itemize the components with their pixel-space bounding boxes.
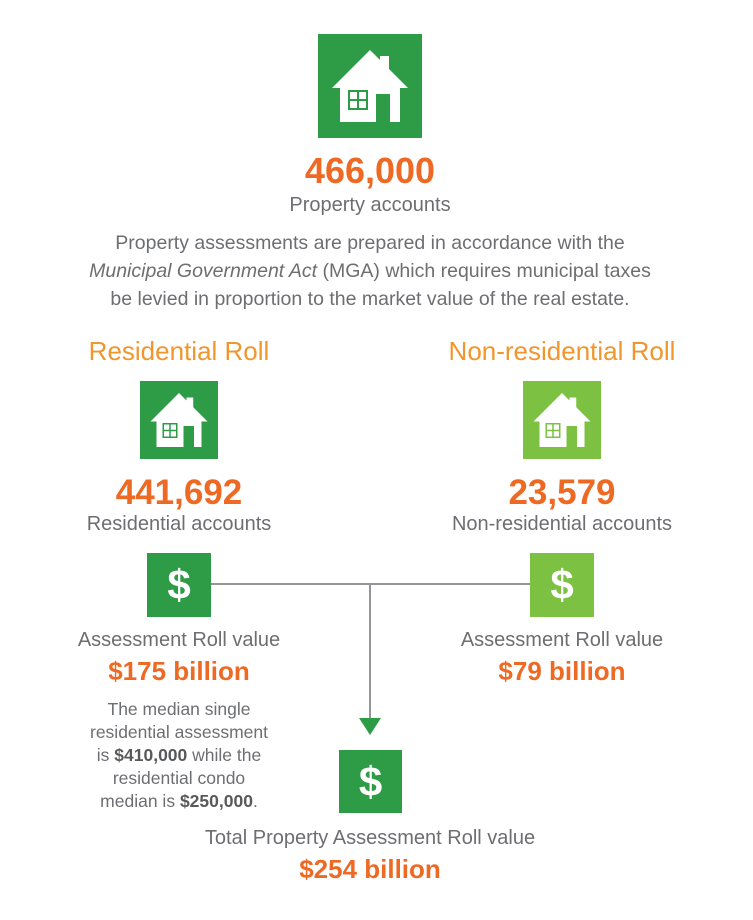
median-note-text: median is [100,791,180,811]
residential-roll-value: $175 billion [108,656,250,686]
residential-accounts-label: Residential accounts [86,513,272,535]
intro-paragraph [10,229,730,313]
median-note-text: is [96,745,115,765]
dollar-glyph: $ [167,561,191,608]
total-roll-value: $254 billion [299,854,441,884]
dollar-icon [339,750,402,813]
dollar-icon [147,553,211,617]
dollar-glyph: $ [358,758,383,805]
total-property-count: 466,000 [304,150,436,191]
non-residential-roll-label: Assessment Roll value [460,629,664,651]
intro-line-2 [10,257,730,285]
median-note-text: while the [187,745,262,765]
dollar-glyph: $ [550,561,574,608]
median-note [70,698,288,813]
dollar-icon [530,553,594,617]
median-note-line-5 [70,790,288,813]
property-accounts-label: Property accounts [289,194,451,216]
median-single-value: $410,000 [114,745,188,765]
intro-line-2-rest: (MGA) which requires municipal taxes [317,260,651,282]
house-icon [140,381,218,459]
median-note-line-4: residential condo [112,768,246,788]
median-note-line-3 [70,744,288,767]
total-roll-label: Total Property Assessment Roll value [204,827,536,849]
median-condo-value: $250,000 [179,791,253,811]
intro-line-3: be levied in proportion to the market value of the real estate. [110,288,630,310]
non-residential-accounts-label: Non-residential accounts [451,513,673,535]
act-name: Municipal Government Act [89,260,318,282]
down-arrow-icon [359,718,381,735]
residential-count: 441,692 [115,473,243,512]
intro-line-1: Property assessments are prepared in accordance with the [115,232,625,254]
median-note-text: . [252,791,258,811]
median-note-line-1: The median single [107,699,251,719]
house-icon [318,34,422,138]
non-residential-count: 23,579 [508,473,616,512]
non-residential-roll-value: $79 billion [498,656,626,686]
house-icon [523,381,601,459]
median-note-line-2: residential assessment [90,722,268,742]
non-residential-roll-heading: Non-residential Roll [448,336,676,366]
residential-roll-label: Assessment Roll value [77,629,281,651]
residential-roll-heading: Residential Roll [88,336,270,366]
